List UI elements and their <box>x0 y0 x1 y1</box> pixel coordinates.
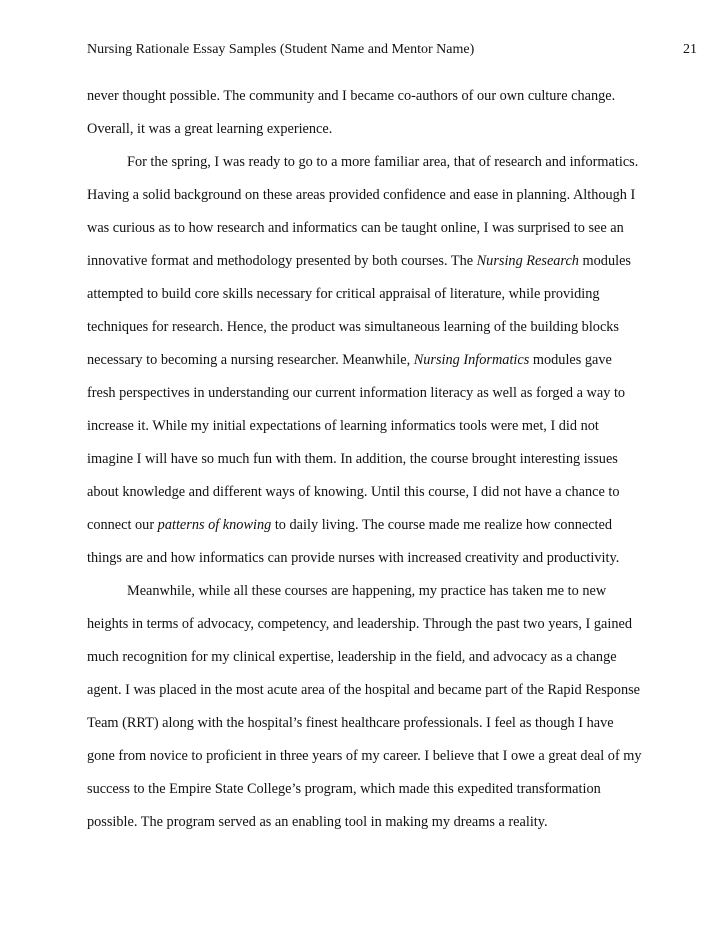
page-number: 21 <box>683 42 697 57</box>
text-line: Meanwhile, while all these courses are happening, my practice has taken me to new <box>127 583 607 599</box>
text-line: innovative format and methodology presented by both courses. The Nursing Research modules <box>87 253 631 269</box>
header-title: Nursing Rationale Essay Samples (Student Name and Mentor Name) <box>87 42 475 57</box>
text-line: was curious as to how research and informatics can be taught online, I was surprised to see an <box>87 220 624 236</box>
text-line: gone from novice to proficient in three years of my career. I believe that I owe a great deal of my <box>87 748 642 764</box>
paragraph <box>87 151 687 580</box>
italic-term: patterns of knowing <box>157 517 272 533</box>
italic-course-title: Nursing Research <box>476 253 579 269</box>
text-line: imagine I will have so much fun with them. In addition, the course brought interesting issues <box>87 451 618 467</box>
text-line: success to the Empire State College’s program, which made this expedited transformation <box>87 781 601 797</box>
text-line: about knowledge and different ways of knowing. Until this course, I did not have a chance to <box>87 484 620 500</box>
text-line: necessary to becoming a nursing researcher. Meanwhile, Nursing Informatics modules gave <box>87 352 612 368</box>
italic-course-title: Nursing Informatics <box>413 352 530 368</box>
text-line: agent. I was placed in the most acute area of the hospital and became part of the Rapid Response <box>87 682 641 698</box>
text-line: possible. The program served as an enabling tool in making my dreams a reality. <box>87 814 548 830</box>
text-line: fresh perspectives in understanding our current information literacy as well as forged a way to <box>87 385 626 401</box>
essay-body <box>87 85 687 844</box>
text-line: Team (RRT) along with the hospital’s finest healthcare professionals. I feel as though I have <box>87 715 614 731</box>
text-line: never thought possible. The community and I became co-authors of our own culture change. <box>87 88 616 104</box>
text-line: attempted to build core skills necessary for critical appraisal of literature, while providing <box>87 286 600 302</box>
paragraph <box>87 85 687 151</box>
text-line: Having a solid background on these areas provided confidence and ease in planning. Although I <box>87 187 636 203</box>
paragraph <box>87 580 687 844</box>
text-line: heights in terms of advocacy, competency, and leadership. Through the past two years, I gained <box>87 616 632 632</box>
text-line: increase it. While my initial expectations of learning informatics tools were met, I did not <box>87 418 599 434</box>
text-line: much recognition for my clinical expertise, leadership in the field, and advocacy as a change <box>87 649 617 665</box>
text-line: For the spring, I was ready to go to a more familiar area, that of research and informatics. <box>127 154 639 170</box>
text-line: Overall, it was a great learning experience. <box>87 121 333 137</box>
text-line: techniques for research. Hence, the product was simultaneous learning of the building blocks <box>87 319 620 335</box>
running-header <box>87 40 697 60</box>
text-line: things are and how informatics can provide nurses with increased creativity and productivity. <box>87 550 620 566</box>
text-line: connect our patterns of knowing to daily living. The course made me realize how connected <box>87 517 613 533</box>
